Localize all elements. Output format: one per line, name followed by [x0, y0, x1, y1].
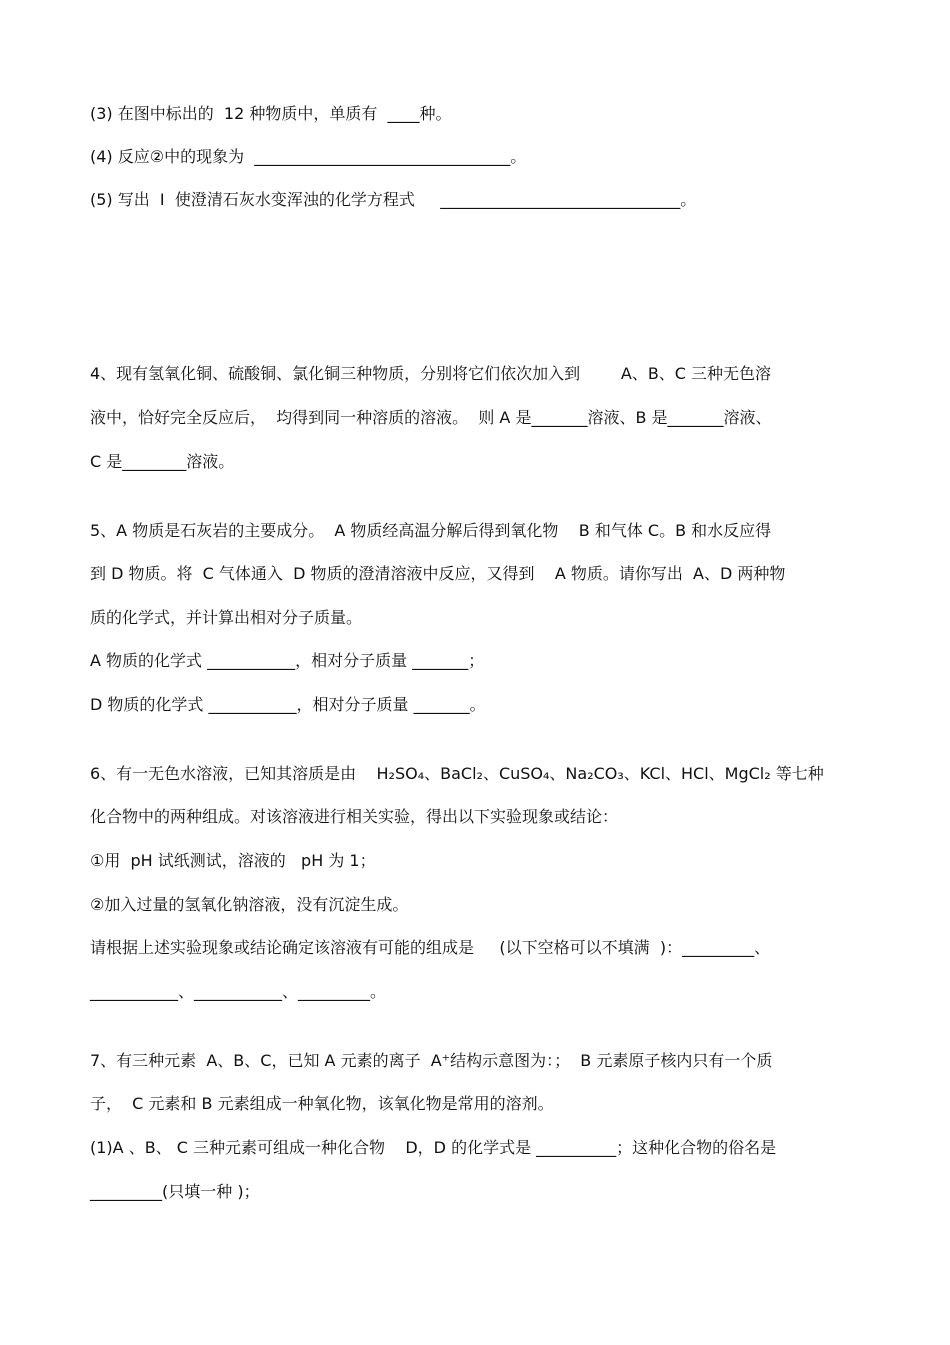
question-6-line-1: 6、有一无色水溶液，已知其溶质是由 H₂SO₄、BaCl₂、CuSO₄、Na₂CO₃、KCl、HCl、MgCl₂ 等七种	[90, 764, 824, 783]
question-5-line-3: 质的化学式，并计算出相对分子质量。	[90, 608, 363, 627]
question-5-answer-d: D 物质的化学式 ___________，相对分子质量 _______。	[90, 695, 486, 714]
question-4-line-1: 4、现有氢氧化铜、硫酸铜、氯化铜三种物质，分别将它们依次加入到 A、B、C 三种无色溶	[90, 364, 772, 383]
question-6-condition-2: ②加入过量的氢氧化钠溶液，没有沉淀生成。	[90, 895, 409, 914]
question-6-line-2: 化合物中的两种组成。对该溶液进行相关实验，得出以下实验现象或结论：	[90, 807, 619, 826]
question-4-line-3: C 是________溶液。	[90, 452, 235, 471]
question-3-4: (4) 反应②中的现象为 ________________________________。	[90, 147, 527, 166]
question-5-line-2: 到 D 物质。将 C 气体通入 D 物质的澄清溶液中反应，又得到 A 物质。请你写出 A、D 两种物	[90, 564, 786, 583]
question-7-line-2: 子， C 元素和 B 元素组成一种氧化物，该氧化物是常用的溶剂。	[90, 1094, 554, 1113]
question-7-1-line-1: (1)A 、B、 C 三种元素可组成一种化合物 D，D 的化学式是 __________；这种化合物的俗名是	[90, 1138, 777, 1157]
question-6-blanks: ___________、___________、_________。	[90, 982, 387, 1001]
question-5-answer-a: A 物质的化学式 ___________，相对分子质量 _______；	[90, 651, 485, 670]
question-5-line-1: 5、A 物质是石灰岩的主要成分。 A 物质经高温分解后得到氧化物 B 和气体 C。B 和水反应得	[90, 521, 772, 540]
question-3-5: (5) 写出 I 使澄清石灰水变浑浊的化学方程式 ______________________________。	[90, 190, 697, 209]
question-4-line-2: 液中，恰好完全反应后， 均得到同一种溶质的溶液。 则 A 是_______溶液、B 是_______溶液、	[90, 408, 772, 427]
question-7-line-1: 7、有三种元素 A、B、C，已知 A 元素的离子 A⁺结构示意图为：； B 元素原子核内只有一个质	[90, 1051, 773, 1070]
question-6-prompt: 请根据上述实验现象或结论确定该溶液有可能的组成是 (以下空格可以不填满 )：_________、	[90, 938, 771, 957]
question-7-1-line-2: _________(只填一种 )；	[90, 1182, 260, 1201]
question-6-condition-1: ①用 pH 试纸测试，溶液的 pH 为 1；	[90, 851, 376, 870]
question-3-3: (3) 在图中标出的 12 种物质中，单质有 ____种。	[90, 104, 452, 123]
